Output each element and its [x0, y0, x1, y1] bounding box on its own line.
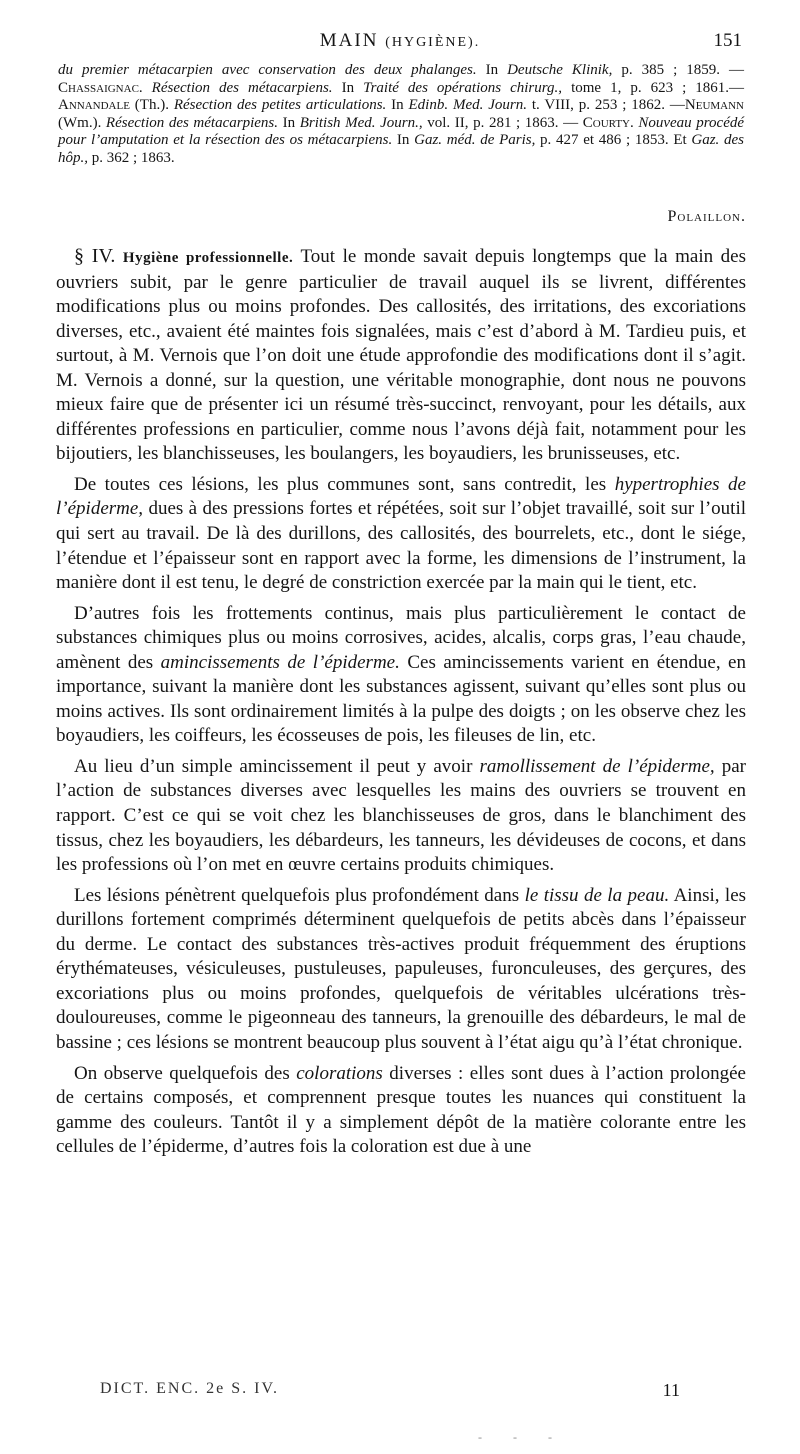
text-run: (Th.). — [129, 97, 174, 114]
paragraph — [56, 602, 746, 749]
italic-text: Nouveau procédé pour l’amputation et la résection des os métacarpiens. — [58, 114, 745, 149]
italic-text: Résection des métacarpiens. — [105, 114, 278, 131]
paragraph-text — [56, 885, 746, 1053]
section-title: Hygiène professionnelle. — [122, 250, 294, 266]
text-run: (Wm.). — [58, 114, 106, 131]
italic-text: colorations — [296, 1062, 383, 1084]
text-run: tome 1, p. 623 ; 1861.— — [562, 79, 745, 96]
paragraph-text — [56, 1063, 746, 1158]
text-run: p. 362 ; 1863. — [88, 149, 175, 166]
text-run: De toutes ces lésions, les plus communes sont, sans contredit, les — [74, 473, 615, 495]
text-run: par l’action de substances diverses avec lesquelles les mains des ouvriers se trouvent en rapport. C’est ce qui se voit chez les blanchisseuses de gros, dans le blanchiment des tissus, chez les boyaudiers, les débardeurs, les tanneurs, les dévideuses de cocons, et dans les professions où l’on met en œuvre certains produits chimiques. — [56, 755, 746, 876]
text-run: In — [392, 132, 415, 149]
text-run: In — [386, 97, 409, 114]
text-run: Ainsi, les durillons fortement comprimés déterminent quelquefois de petits abcès dans l’épaisseur du derme. Le contact des substances très-actives produit fréquemment des éruptions érythémateuses, vésiculeuses, pustuleuses, papuleuses, furonculeuses, des gerçures, des excoriations plus ou moins profondes, quelquefois de véritables ulcérations très-douloureuses, comme le pigeonneau des tanneurs, la grenouille des débardeurs, le mal de bassine ; ces lésions se montrent beaucoup plus souvent à l’état aigu qu’à l’état chronique. — [56, 884, 747, 1053]
text-run: On observe quelquefois des — [74, 1062, 297, 1084]
footer-signature-mark: DICT. ENC. 2e S. IV. — [100, 1380, 279, 1397]
italic-text: du premier métacarpien avec conservation des deux phalanges. — [58, 62, 477, 78]
text-run: t. VIII, p. 253 ; 1862. — — [526, 97, 685, 114]
bibliography-block — [58, 62, 744, 168]
text-run: In — [476, 62, 508, 78]
text-run: Ces amincissements varient en étendue, en importance, suivant la manière dont les substances agissent, suivant qu’elles sont plus ou moins actives. Ils sont ordinairement limités à la pulpe des doigts ; on les observe chez les boyaudiers, les coiffeurs, les écosseuses de pois, les fileuses de lin, etc. — [56, 651, 746, 747]
author-name: Neumann — [684, 97, 744, 114]
italic-text: amincissements de l’épiderme. — [160, 651, 400, 673]
author-name: Courty. — [582, 114, 634, 131]
page-number: 151 — [713, 30, 742, 51]
paragraph — [56, 244, 746, 467]
text-run: vol. II, p. 281 ; 1863. — — [422, 114, 583, 131]
italic-text: hypertrophies de l’épiderme, — [56, 473, 746, 520]
italic-text: Gaz. des hôp., — [58, 132, 745, 166]
text-run: dues à des pressions fortes et répétées, soit sur l’objet travaillé, soit sur l’outil qui sert au travail. De là des durillons, des callosités, des bourrelets, etc., dont le siége, l’étendue et l’épaisseur sont en rapport avec la forme, les dimensions de l’instrument, la manière dont il est tenu, le degré de constriction exercée par la main qui le tient, etc. — [56, 498, 746, 594]
text-run: Tout le monde savait depuis longtemps que la main des ouvriers subit, par le genre particulier de travail auquel ils se livrent, différentes modifications plus ou moins profondes. Des callosités, des irritations, des excoriations diverses, etc., avaient été maintes fois signalées, mais c’est d’abord à M. Tardieu puis, et surtout, à M. Vernois que l’on doit une étude approfondie des modifications dont il s’agit. M. Vernois a donné, sur la question, une véritable monographie, dont nous ne pouvons mieux faire que de présenter ici un résumé très-succinct, renvoyant, pour les détails, aux différentes professions en particulier, comme nous l’avons déjà fait, notamment pour les bijoutiers, les blanchisseuses, les boulangers, les boyaudiers, les brunisseuses, etc. — [56, 246, 746, 465]
bibliography-text — [58, 62, 744, 166]
footer-sheet-number: 11 — [662, 1380, 680, 1400]
italic-text: Edinb. Med. Journ. — [408, 97, 527, 114]
paragraph — [56, 755, 746, 878]
paragraph-text — [56, 603, 746, 747]
running-head-main: MAIN — [319, 30, 379, 51]
text-run: D’autres fois les frottements continus, mais plus particulièrement le contact de substances chimiques plus ou moins corrosives, acides, alcalis, corps gras, l’eau chaude, amènent des — [56, 602, 746, 673]
author-name: Chassaignac. — [58, 79, 143, 96]
running-head-title — [58, 30, 742, 52]
text-run: Les lésions pénètrent quelquefois plus profondément dans — [74, 884, 525, 906]
author-name: Annandale — [58, 97, 130, 114]
paragraph-text — [56, 474, 746, 593]
paragraph-text — [56, 246, 746, 464]
running-head — [58, 30, 742, 54]
text-run: p. 385 ; 1859. — — [612, 62, 744, 78]
page-footer — [100, 1380, 680, 1404]
italic-text: Traité des opérations chirurg., — [363, 79, 563, 96]
text-run: In — [332, 79, 364, 96]
paragraph-text — [56, 756, 746, 875]
italic-text: Résection des métacarpiens. — [151, 79, 333, 96]
italic-text: British Med. Journ., — [299, 114, 423, 131]
running-head-sub: (HYGIÈNE). — [385, 35, 481, 50]
italic-text: Gaz. méd. de Paris, — [414, 132, 536, 149]
italic-text: ramollissement de l’épiderme, — [479, 755, 715, 777]
paragraph — [56, 473, 746, 596]
italic-text: le tissu de la peau. — [524, 884, 670, 906]
paragraph — [56, 884, 746, 1056]
text-run: diverses : elles sont dues à l’action prolongée de certains composés, et comprennent presque toutes les nuances qui constituent la gamme des couleurs. Tantôt il y a simplement dépôt de la matière colorante entre les cellules de l’épiderme, d’autres fois la coloration est due à une — [56, 1062, 746, 1158]
text-run — [143, 80, 152, 96]
italic-text: Deutsche Klinik, — [507, 62, 613, 78]
bottom-marks: - - - — [478, 1430, 566, 1444]
section-number: § IV. — [74, 245, 116, 267]
text-run: p. 427 et 486 ; 1853. Et — [535, 132, 692, 149]
text-run: Au lieu d’un simple amincissement il peut y avoir — [74, 755, 480, 777]
main-text — [56, 244, 746, 1166]
italic-text: Résection des petites articulations. — [173, 97, 387, 114]
author-signature: Polaillon. — [667, 208, 746, 225]
text-run: In — [278, 114, 300, 131]
paragraph — [56, 1062, 746, 1160]
